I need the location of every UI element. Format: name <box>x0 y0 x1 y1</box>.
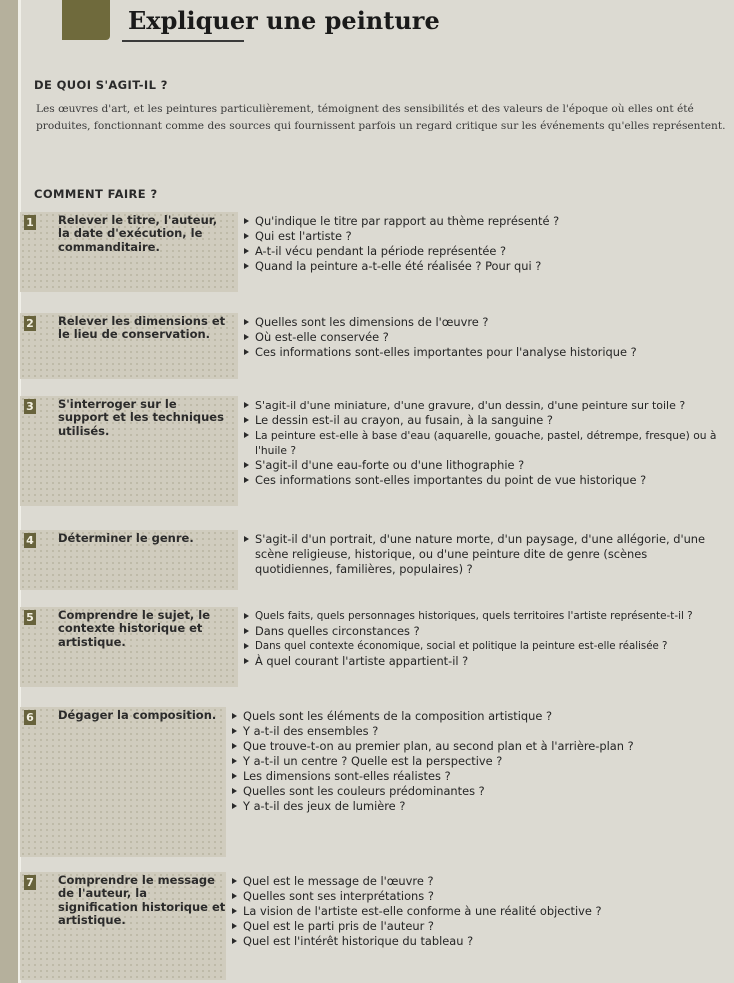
question-item: Ces informations sont-elles importantes du point de vue historique ? <box>242 473 734 488</box>
page-title: Expliquer une peinture <box>128 6 440 35</box>
title-underline <box>122 40 244 42</box>
question-item: S'agit-il d'une eau-forte ou d'une lithographie ? <box>242 458 734 473</box>
question-list <box>242 398 734 488</box>
step-number: 1 <box>24 215 36 230</box>
question-item: Qui est l'artiste ? <box>242 229 734 244</box>
question-item: Dans quel contexte économique, social et politique la peinture est-elle réalisée ? <box>242 639 734 654</box>
step-3 <box>20 396 734 506</box>
step-label: Comprendre le sujet, le contexte historique et artistique. <box>58 608 211 649</box>
chapter-ribbon <box>62 0 110 40</box>
question-list <box>230 709 722 814</box>
question-item: A-t-il vécu pendant la période représentée ? <box>242 244 734 259</box>
question-item: Quel est le message de l'œuvre ? <box>230 874 722 889</box>
question-item: Qu'indique le titre par rapport au thème représenté ? <box>242 214 734 229</box>
step-label: Comprendre le message de l'auteur, la signification historique et artistique. <box>58 873 226 928</box>
question-item: Quelles sont les dimensions de l'œuvre ? <box>242 315 734 330</box>
step-7 <box>20 872 734 980</box>
step-label: Dégager la composition. <box>58 708 217 722</box>
step-label: Relever le titre, l'auteur, la date d'exécution, le commanditaire. <box>58 213 218 254</box>
step-1 <box>20 212 734 292</box>
question-item: Que trouve-t-on au premier plan, au second plan et à l'arrière-plan ? <box>230 739 722 754</box>
question-item: Y a-t-il des jeux de lumière ? <box>230 799 722 814</box>
intro-heading: DE QUOI S'AGIT-IL ? <box>34 78 168 92</box>
question-item: Quand la peinture a-t-elle été réalisée ? Pour qui ? <box>242 259 734 274</box>
question-item: La vision de l'artiste est-elle conforme à une réalité objective ? <box>230 904 722 919</box>
question-item: S'agit-il d'une miniature, d'une gravure, d'un dessin, d'une peinture sur toile ? <box>242 398 734 413</box>
question-list <box>230 874 722 949</box>
question-list <box>242 532 712 577</box>
question-item: Y a-t-il des ensembles ? <box>230 724 722 739</box>
question-item: La peinture est-elle à base d'eau (aquarelle, gouache, pastel, détrempe, fresque) ou à l'huile ? <box>242 428 734 458</box>
step-number: 5 <box>24 610 36 625</box>
step-number: 7 <box>24 875 36 890</box>
step-number: 6 <box>24 710 36 725</box>
question-item: Quel est le parti pris de l'auteur ? <box>230 919 722 934</box>
question-item: Y a-t-il un centre ? Quelle est la perspective ? <box>230 754 722 769</box>
question-item: Quels faits, quels personnages historiques, quels territoires l'artiste représente-t-il ? <box>242 609 734 624</box>
step-label: S'interroger sur le support et les techniques utilisés. <box>58 397 224 438</box>
question-item: S'agit-il d'un portrait, d'une nature morte, d'un paysage, d'une allégorie, d'une scène religieuse, historique, ou d'une peinture dite de genre (scènes quotidiennes, familières, populaires) ? <box>242 532 712 577</box>
question-item: À quel courant l'artiste appartient-il ? <box>242 654 734 669</box>
question-item: Quelles sont les couleurs prédominantes ? <box>230 784 722 799</box>
question-item: Où est-elle conservée ? <box>242 330 734 345</box>
question-item: Quelles sont ses interprétations ? <box>230 889 722 904</box>
step-label-panel <box>20 707 226 857</box>
step-label: Relever les dimensions et le lieu de conservation. <box>58 314 226 342</box>
step-6 <box>20 707 734 857</box>
question-item: Ces informations sont-elles importantes pour l'analyse historique ? <box>242 345 734 360</box>
page-edge <box>0 0 18 983</box>
question-list <box>242 609 734 669</box>
question-item: Quels sont les éléments de la composition artistique ? <box>230 709 722 724</box>
question-item: Le dessin est-il au crayon, au fusain, à la sanguine ? <box>242 413 734 428</box>
question-item: Les dimensions sont-elles réalistes ? <box>230 769 722 784</box>
question-list <box>242 315 734 360</box>
method-heading: COMMENT FAIRE ? <box>34 187 158 201</box>
step-number: 2 <box>24 316 36 331</box>
question-item: Dans quelles circonstances ? <box>242 624 734 639</box>
intro-paragraph: Les œuvres d'art, et les peintures particulièrement, témoignent des sensibilités et des valeurs de l'époque où elles ont été produites, fonctionnant comme des sources qui fournissent parfois un regard critique sur les événements qu'elles représentent. <box>36 103 726 132</box>
step-2 <box>20 313 734 379</box>
step-4 <box>20 530 734 590</box>
question-list <box>242 214 734 274</box>
step-number: 3 <box>24 399 36 414</box>
step-label: Déterminer le genre. <box>58 531 194 545</box>
question-item: Quel est l'intérêt historique du tableau ? <box>230 934 722 949</box>
step-number: 4 <box>24 533 36 548</box>
step-5 <box>20 607 734 687</box>
